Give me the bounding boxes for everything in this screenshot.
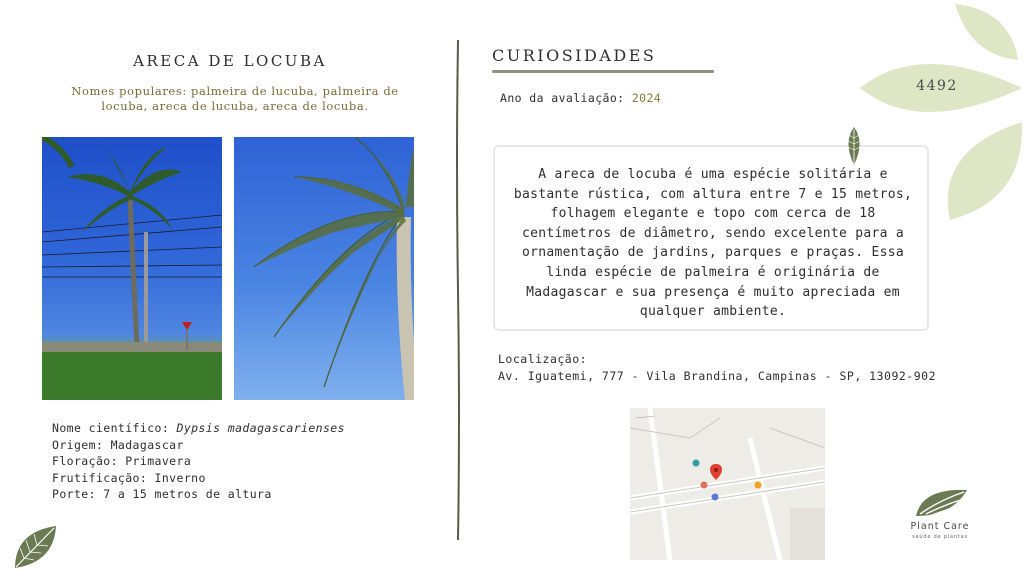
- map-poi-icon: [692, 452, 700, 471]
- location-map[interactable]: [630, 408, 825, 560]
- location-address: Av. Iguatemi, 777 - Vila Brandina, Campinas - SP, 13092-902: [498, 369, 936, 383]
- flowering: Floração: Primavera: [52, 454, 192, 468]
- plant-facts: [52, 420, 345, 503]
- palm-photo-fronds: [234, 137, 414, 400]
- location-label: Localização:: [498, 352, 588, 366]
- map-poi-icon: [711, 486, 719, 505]
- fruiting: Frutificação: Inverno: [52, 470, 206, 485]
- column-divider: [456, 40, 460, 540]
- map-pin-icon[interactable]: [710, 464, 722, 484]
- size: Porte: 7 a 15 metros de altura: [52, 487, 272, 501]
- scientific-name-label: Nome científico:: [52, 421, 177, 435]
- year-label: Ano da avaliação:: [500, 91, 632, 105]
- description-text: A areca de locuba é uma espécie solitária e bastante rústica, com altura entre 7 e 15 metros, folhagem elegante e topo com cerca de 18 centímetros de diâmetro, sendo excelente para a ornamentação de jardins, parques e praças. Essa linda espécie de palmeira é originária de Madagascar e sua presença é muito apreciada em qualquer ambiente.: [513, 167, 913, 320]
- decorative-leaves-icon: [860, 0, 1024, 229]
- title-underline: [492, 70, 714, 73]
- evaluation-year: [500, 91, 661, 105]
- plant-id-badge: 4492: [916, 78, 958, 94]
- origin: Origem: Madagascar: [52, 437, 184, 452]
- leaf-icon: [10, 522, 60, 576]
- map-poi-icon: [754, 474, 762, 493]
- plant-title: ARECA DE LOCUBA: [133, 52, 327, 70]
- scientific-name: [52, 420, 345, 437]
- popular-names: Nomes populares: palmeira de lucuba, palmeira de locuba, areca de lucuba, areca de locuba.: [71, 84, 399, 113]
- plant-care-logo: [912, 486, 970, 524]
- brand-tagline: saúde de plantas: [912, 534, 968, 540]
- brand-name: Plant Care: [910, 521, 970, 532]
- palm-photo-street: [42, 137, 222, 400]
- curiosities-title: CURIOSIDADES: [492, 46, 657, 65]
- map-poi-icon: [700, 474, 708, 493]
- year-value: 2024: [631, 91, 662, 105]
- scientific-name-value: Dypsis madagascarienses: [176, 421, 345, 435]
